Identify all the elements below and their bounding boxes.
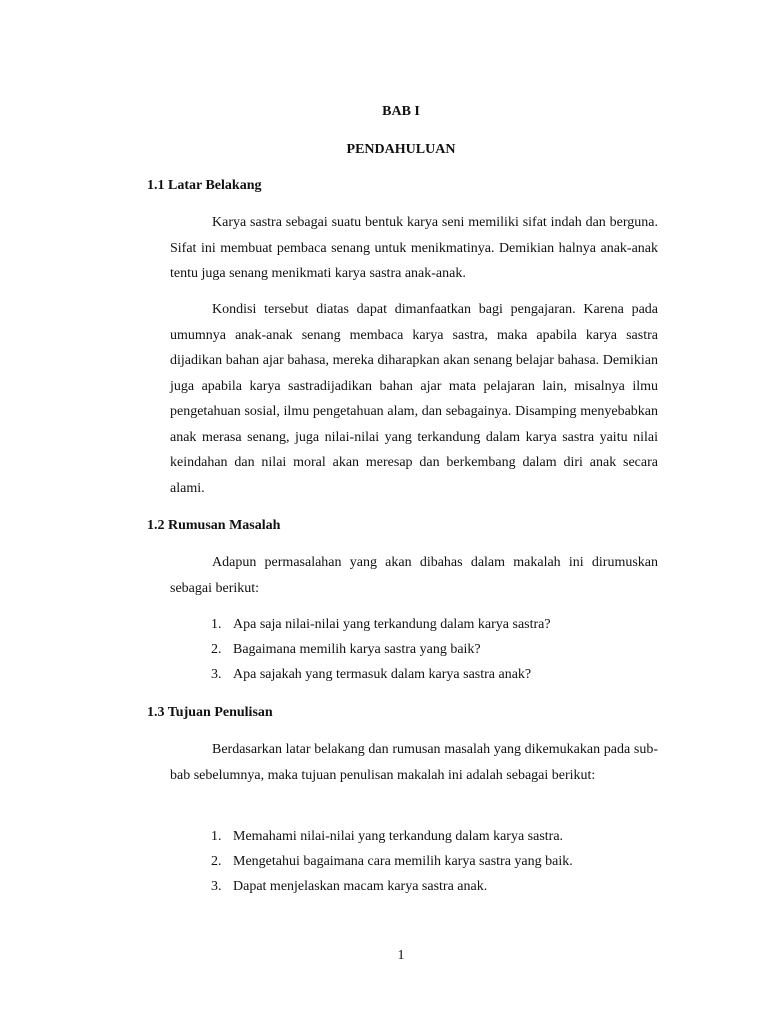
- list-item: 3. Dapat menjelaskan macam karya sastra anak.: [211, 879, 488, 894]
- section-heading-tujuan-penulisan: 1.3 Tujuan Penulisan: [147, 705, 273, 720]
- objective-list: [211, 824, 573, 899]
- list-item: 3. Apa sajakah yang termasuk dalam karya sastra anak?: [211, 667, 532, 682]
- list-item: 2. Mengetahui bagaimana cara memilih karya sastra yang baik.: [211, 854, 573, 869]
- list-item: 2. Bagaimana memilih karya sastra yang baik?: [211, 642, 481, 657]
- paragraph: Kondisi tersebut diatas dapat dimanfaatkan bagi pengajaran. Karena pada umumnya anak-anak senang membaca karya sastra, maka apabila karya sastra dijadikan bahan ajar bahasa, mereka diharapkan akan senang belajar bahasa. Demikian juga apabila karya sastradijadikan bahan ajar mata pelajaran lain, misalnya ilmu pengetahuan sosial, ilmu pengetahuan alam, dan sebagainya. Disamping menyebabkan anak merasa senang, juga nilai-nilai yang terkandung dalam karya sastra yaitu nilai keindahan dan nilai moral akan meresap dan berkembang dalam diri anak secara alami.: [170, 302, 658, 496]
- chapter-label: BAB I: [382, 104, 420, 119]
- paragraph: Adapun permasalahan yang akan dibahas dalam makalah ini dirumuskan sebagai berikut:: [170, 555, 658, 596]
- paragraph: Karya sastra sebagai suatu bentuk karya seni memiliki sifat indah dan berguna. Sifat ini membuat pembaca senang untuk menikmatinya. Demikian halnya anak-anak tentu juga senang menikmati karya sastra anak-anak.: [170, 215, 658, 281]
- list-item: 1. Memahami nilai-nilai yang terkandung dalam karya sastra.: [211, 829, 564, 844]
- section-heading-latar-belakang: 1.1 Latar Belakang: [147, 178, 262, 193]
- problem-list: [211, 612, 551, 687]
- chapter-title: PENDAHULUAN: [346, 142, 456, 157]
- paragraph: Berdasarkan latar belakang dan rumusan masalah yang dikemukakan pada sub-bab sebelumnya, maka tujuan penulisan makalah ini adalah sebagai berikut:: [170, 742, 658, 783]
- section-heading-rumusan-masalah: 1.2 Rumusan Masalah: [147, 518, 281, 533]
- list-item: 1. Apa saja nilai-nilai yang terkandung dalam karya sastra?: [211, 617, 551, 632]
- page-number: 1: [397, 948, 405, 963]
